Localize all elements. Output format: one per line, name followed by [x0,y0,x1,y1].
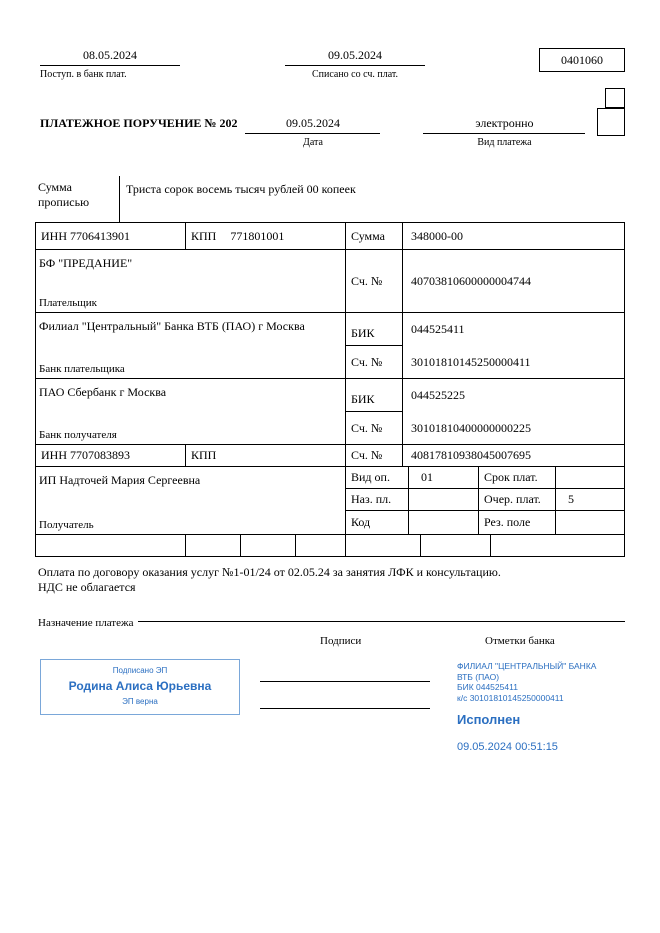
e-signature-stamp [40,659,240,715]
payment-kind-group [423,108,585,148]
payer-account-label: Сч. № [346,250,403,313]
sum-value: 348000-00 [403,223,625,250]
bank-stamp-branch-line-1: ФИЛИАЛ "ЦЕНТРАЛЬНЫЙ" БАНКА [457,661,597,671]
reserve-field-label: Рез. поле [479,511,556,535]
payer-kpp-label: КПП [191,228,217,243]
purpose-line-2: НДС не облагается [38,580,136,594]
payee-inn: ИНН 7707083893 [36,445,186,467]
amount-words-label: Сумма прописью [35,176,120,222]
payer-kpp-value: 771801001 [230,228,285,243]
tax-field-cell [241,535,296,557]
title-row [35,108,625,148]
purpose-label: Назначение платежа [38,617,134,629]
tax-fields-row [36,535,625,557]
tax-field-cell [186,535,241,557]
debited-date: 09.05.2024 [285,48,425,66]
amount-in-words-row [35,176,625,222]
payer-bank-values [403,313,624,378]
priority-value: 5 [556,489,625,511]
payer-bank-label: Банк плательщика [39,363,125,375]
payer-bank-labels [346,313,403,378]
tax-field-cell [491,535,625,557]
signature-lines [260,681,430,709]
payer-kpp-cell [186,223,346,250]
bank-stamp-bik: БИК 044525411 [457,682,518,693]
payee-account: 40817810938045007695 [403,445,625,467]
code-label: Код [346,511,409,535]
code-value [409,511,479,535]
e-signature-signed-label: Подписано ЭП [112,666,168,675]
received-date: 08.05.2024 [40,48,180,66]
debited-date-group [285,48,425,80]
tax-field-cell [346,535,421,557]
payer-cell [36,250,346,313]
payment-purpose-text [35,565,625,595]
payer-name: БФ "ПРЕДАНИЕ" [39,256,133,270]
payee-bank-bik-label: БИК [346,379,402,412]
stamps-row [35,659,625,753]
payer-bank-row [36,313,625,379]
bank-stamp-status: Исполнен [457,711,521,727]
document-date-group [245,108,380,148]
purpose-underline [138,617,625,622]
code-row [346,511,625,535]
header-dates-row [35,48,625,80]
document-title: ПЛАТЕЖНОЕ ПОРУЧЕНИЕ № 202 [40,116,238,130]
signature-line-1 [260,681,430,682]
received-date-label: Поступ. в банк плат. [40,69,127,80]
bank-marks-title: Отметки банка [485,635,555,647]
payer-row [36,250,625,313]
payment-term-label: Срок плат. [479,467,556,489]
priority-label: Очер. плат. [479,489,556,511]
signature-headers [35,635,625,649]
op-type-value: 01 [409,467,479,489]
payer-bank-bik-label: БИК [346,313,402,346]
bank-stamp-datetime: 09.05.2024 00:51:15 [457,740,558,753]
payee-bank-right [346,379,625,445]
op-type-row [346,467,625,489]
payer-bank-bik: 044525411 [411,322,465,336]
payer-inn: ИНН 7706413901 [36,223,186,250]
payer-bank-acc: 30101810145250000411 [411,354,531,369]
payment-table [35,222,625,557]
payer-account: 40703810600000004744 [403,250,625,313]
payee-bank-bik: 044525225 [411,388,465,402]
received-date-group [40,48,180,80]
form-code-box: 0401060 [539,48,625,72]
document-date-label: Дата [303,137,323,148]
payment-kind-label: Вид платежа [477,137,532,148]
amount-words-value: Триста сорок восемь тысяч рублей 00 копеек [126,182,356,196]
payee-account-label: Сч. № [346,445,403,467]
inn-kpp-sum-row [36,223,625,250]
operation-fields [346,467,625,535]
payee-bank-label: Банк получателя [39,429,117,441]
payer-bank-acc-label: Сч. № [351,354,383,369]
top-checkbox-row [35,88,625,108]
payee-kpp-label: КПП [186,445,346,467]
payee-bank-values [403,379,624,444]
e-signature-name: Родина Алиса Юрьевна [68,679,212,693]
payee-bank-acc-label: Сч. № [351,420,383,435]
empty-box-kind [597,108,625,136]
purpose-label-row [35,617,625,629]
empty-box-top [605,88,625,108]
payee-bank-acc: 30101810400000000225 [411,420,531,435]
purpose-code-row [346,489,625,511]
sum-label: Сумма [346,223,403,250]
tax-field-cell [36,535,186,557]
document-date: 09.05.2024 [245,116,380,134]
payee-cell [36,467,346,535]
payee-label: Получатель [39,519,94,531]
tax-field-cell [421,535,491,557]
payee-bank-labels [346,379,403,444]
payment-term-value [556,467,625,489]
payee-name: ИП Надточей Мария Сергеевна [39,473,201,487]
payee-bank-row [36,379,625,445]
bank-stamp-corr-account: к/с 30101810145250000411 [457,692,564,703]
debited-date-label: Списано со сч. плат. [311,69,399,80]
signature-line-2 [260,708,430,709]
payee-row [36,467,625,535]
tax-field-cell [296,535,346,557]
payment-kind: электронно [423,116,585,134]
signatures-title: Подписи [320,635,362,647]
payee-bank-name: ПАО Сбербанк г Москва [39,385,167,399]
purpose-code-label: Наз. пл. [346,489,409,511]
payer-bank-cell [36,313,346,379]
reserve-field-value [556,511,625,535]
payer-bank-right [346,313,625,379]
payee-inn-row [36,445,625,467]
bank-stamp-branch-line-2: ВТБ (ПАО) [457,671,500,682]
purpose-line-1: Оплата по договору оказания услуг №1-01/24 от 02.05.24 за занятия ЛФК и консультацию. [38,565,501,579]
op-type-label: Вид оп. [346,467,409,489]
purpose-code-value [409,489,479,511]
bank-stamp [457,659,625,753]
e-signature-verified-label: ЭП верна [122,697,158,706]
payer-bank-name: Филиал "Центральный" Банка ВТБ (ПАО) г Москва [39,319,305,333]
payee-bank-cell [36,379,346,445]
payer-label: Плательщик [39,297,97,309]
